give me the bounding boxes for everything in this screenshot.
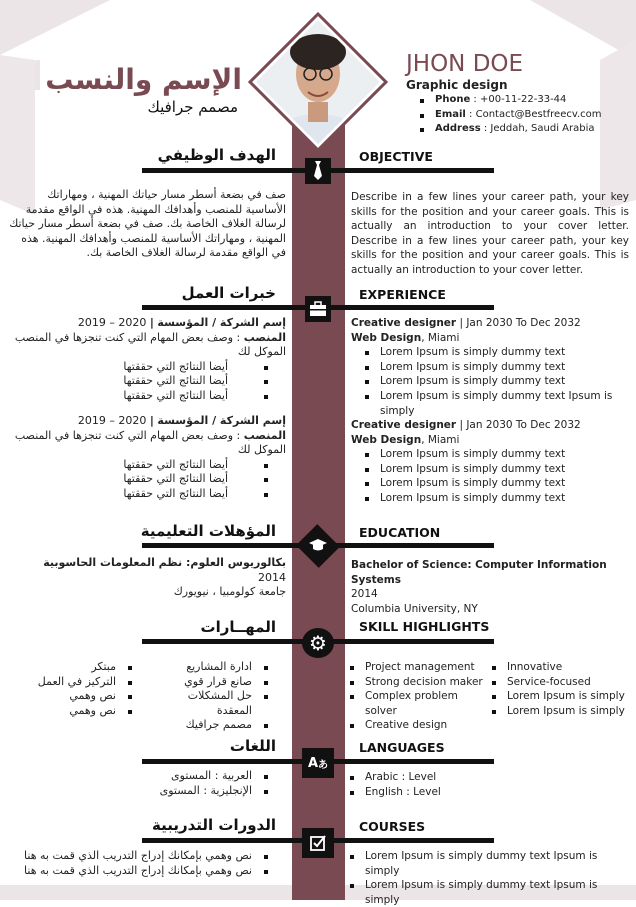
education-title-en: EDUCATION bbox=[359, 525, 441, 540]
course-en-item: Lorem Ipsum is simply dummy text Ipsum is simply bbox=[336, 878, 632, 907]
skills-ar-col1 bbox=[150, 660, 286, 733]
translate-icon: A あ bbox=[302, 748, 334, 778]
exp-ar-bullet: أيضا النتائج التي حققتها bbox=[10, 360, 286, 375]
exp-en-company: Web Design bbox=[351, 433, 422, 446]
contact-phone-value: +00-11-22-33-44 bbox=[479, 94, 567, 105]
exp-ar-bullet: أيضا النتائج التي حققتها bbox=[10, 472, 286, 487]
education-title-ar: المؤهلات التعليمية bbox=[140, 522, 276, 540]
skill-en-item: Creative design bbox=[336, 718, 486, 733]
edu-en-school: Columbia University, NY bbox=[351, 602, 478, 615]
skill-en-item: Strong decision maker bbox=[336, 675, 486, 690]
skills-title-en: SKILL HIGHLIGHTS bbox=[359, 619, 490, 634]
edu-en bbox=[351, 558, 633, 616]
exp-ar-bullet: أيضا النتائج التي حققتها bbox=[10, 374, 286, 389]
exp-en-bullet: Lorem Ipsum is simply dummy text bbox=[351, 447, 633, 462]
contact-phone-label: Phone bbox=[435, 94, 471, 105]
experience-title-ar: خبرات العمل bbox=[181, 284, 276, 302]
courses-title-en: COURSES bbox=[359, 819, 426, 834]
exp-en-bullet: Lorem Ipsum is simply dummy text bbox=[351, 374, 633, 389]
skill-en-item: Service-focused bbox=[478, 675, 628, 690]
exp-ar-bullet: أيضا النتائج التي حققتها bbox=[10, 389, 286, 404]
exp-ar-bullet: أيضا النتائج التي حققتها bbox=[10, 458, 286, 473]
language-ar-item: العربية : المستوى bbox=[10, 769, 286, 784]
edu-ar-year: 2014 bbox=[258, 570, 286, 584]
edu-en-degree: Bachelor of Science: Computer Information Systems bbox=[351, 559, 607, 586]
edu-ar bbox=[10, 556, 286, 600]
skill-ar-item: ادارة المشاريع bbox=[150, 660, 286, 675]
edu-ar-school: جامعة كولومبيا ، نيويورك bbox=[173, 585, 286, 599]
courses-title-ar: الدورات التدريبية bbox=[151, 816, 276, 834]
skill-en-item: Project management bbox=[336, 660, 486, 675]
objective-text-en: Describe in a few lines your career path, your key skills for the position and your career goals. This is actually an introduction to your cover letter. Describe in a few lines your career path, your key skills for the position and your career goals. This is actually an introduction to your cover letter. bbox=[351, 191, 629, 276]
exp-ar-role-label: المنصب bbox=[243, 330, 286, 344]
courses-ar bbox=[10, 849, 286, 878]
course-ar-item: نص وهمي بإمكانك إدراج التدريب الذي قمت به هنا bbox=[10, 849, 286, 864]
contact-list bbox=[406, 93, 631, 137]
checkbox-icon bbox=[302, 828, 334, 858]
skill-en-item: Lorem Ipsum is simply bbox=[478, 689, 628, 704]
exp-ar-role-text: : وصف بعض المهام التي كنت تنجزها في المنصب الموكل لك bbox=[14, 428, 286, 457]
skill-ar-item: حل المشكلات المعقدة bbox=[150, 689, 286, 718]
tie-icon bbox=[305, 158, 331, 184]
exp-ar-company-line: إسم الشركة / المؤسسة | 2020 – 2019 bbox=[77, 316, 286, 329]
exp-ar-role-text: : وصف بعض المهام التي كنت تنجزها في المنصب الموكل لك bbox=[14, 330, 286, 359]
languages-ar bbox=[10, 769, 286, 798]
courses-en bbox=[336, 849, 632, 907]
skill-ar-item: نص وهمي bbox=[10, 704, 150, 719]
exp-en-bullet: Lorem Ipsum is simply dummy text Ipsum is simply bbox=[351, 389, 633, 418]
contact-email-label: Email bbox=[435, 108, 466, 120]
exp-ar-dates: 2020 – 2019 bbox=[77, 414, 147, 427]
exp-ar-item-1 bbox=[10, 316, 286, 404]
exp-ar-company: إسم الشركة / المؤسسة bbox=[157, 316, 286, 329]
exp-en-bullet: Lorem Ipsum is simply dummy text bbox=[351, 476, 633, 491]
skills-en-col1 bbox=[336, 660, 486, 733]
objective-title-en: OBJECTIVE bbox=[359, 149, 433, 164]
contact-address-value: Jeddah, Saudi Arabia bbox=[490, 123, 595, 135]
language-en-item: Arabic : Level bbox=[336, 770, 616, 785]
skill-ar-item: نص وهمي bbox=[10, 689, 150, 704]
exp-ar-role bbox=[10, 429, 286, 458]
exp-en-item-1 bbox=[351, 316, 633, 418]
languages-title-ar: اللغات bbox=[229, 737, 276, 755]
experience-title-en: EXPERIENCE bbox=[359, 287, 446, 302]
briefcase-icon bbox=[305, 296, 331, 322]
languages-title-en: LANGUAGES bbox=[359, 740, 445, 755]
contact-email[interactable]: Email : Contact@Bestfreecv.com bbox=[406, 108, 631, 123]
skill-ar-item: التركيز في العمل bbox=[10, 675, 150, 690]
exp-en-role-line: Creative designer | Jan 2030 To Dec 2032 bbox=[351, 419, 581, 431]
contact-email-value[interactable]: Contact@Bestfreecv.com bbox=[475, 108, 602, 120]
languages-en bbox=[336, 770, 616, 799]
profile-photo bbox=[248, 12, 388, 152]
language-ar-item: الإنجليزية : المستوى bbox=[10, 784, 286, 799]
skills-en-col2 bbox=[478, 660, 628, 718]
objective-title-ar: الهدف الوظيفي bbox=[157, 146, 276, 164]
exp-ar-company-line: إسم الشركة / المؤسسة | 2020 – 2019 bbox=[77, 414, 286, 427]
exp-en-role: Creative designer bbox=[351, 419, 457, 431]
exp-en-role: Creative designer bbox=[351, 317, 457, 329]
course-en-item: Lorem Ipsum is simply dummy text Ipsum is simply bbox=[336, 849, 632, 878]
name-en bbox=[406, 50, 523, 78]
contact-address-label: Address bbox=[435, 123, 481, 135]
objective-text-ar: صف في بضعة أسطر مسار حياتك المهنية ، ومهاراتك الأساسية للمنصب وأهدافك المهنية. هذه في الواقع مقدمة لرسالة الغلاف الخاصة بك. صف في بضعة أسطر مسار حياتك المهنية ، ومهاراتك الأساسية للمنصب وأهدافك المهنية. هذه في الواقع مقدمة لرسالة الغلاف الخاصة بك. bbox=[9, 188, 286, 260]
title-en: Graphic design bbox=[406, 78, 508, 92]
course-ar-item: نص وهمي بإمكانك إدراج التدريب الذي قمت به هنا bbox=[10, 864, 286, 879]
language-en-item: English : Level bbox=[336, 785, 616, 800]
exp-ar-dates: 2020 – 2019 bbox=[77, 316, 147, 329]
skills-title-ar: المهــارات bbox=[200, 618, 276, 636]
profile-photo-frame bbox=[248, 12, 388, 152]
skill-ar-item: مبتكر bbox=[10, 660, 150, 675]
exp-ar-role-label: المنصب bbox=[243, 428, 286, 442]
exp-en-item-2 bbox=[351, 418, 633, 506]
exp-en-company: Web Design bbox=[351, 331, 422, 344]
exp-en-company-line: Web Design, Miami bbox=[351, 433, 460, 446]
name-en-text: JHON DOE bbox=[406, 51, 524, 77]
skill-en-item: Innovative bbox=[478, 660, 628, 675]
name-ar: الإسم والنسب bbox=[45, 63, 242, 96]
exp-en-bullet: Lorem Ipsum is simply dummy text bbox=[351, 360, 633, 375]
exp-ar-company: إسم الشركة / المؤسسة bbox=[157, 414, 286, 427]
exp-en-bullet: Lorem Ipsum is simply dummy text bbox=[351, 491, 633, 506]
exp-ar-role bbox=[10, 331, 286, 360]
title-ar: مصمم جرافيك bbox=[147, 98, 238, 116]
exp-en-location: Miami bbox=[427, 433, 460, 446]
exp-en-company-line: Web Design, Miami bbox=[351, 331, 460, 344]
gear-icon: ⚙ bbox=[302, 628, 334, 658]
exp-en-dates: Jan 2030 To Dec 2032 bbox=[466, 317, 581, 329]
exp-en-location: Miami bbox=[427, 331, 460, 344]
exp-ar-bullet: أيضا النتائج التي حققتها bbox=[10, 487, 286, 502]
skill-en-item: Lorem Ipsum is simply bbox=[478, 704, 628, 719]
exp-en-bullet: Lorem Ipsum is simply dummy text bbox=[351, 462, 633, 477]
contact-phone: Phone : +00-11-22-33-44 bbox=[406, 93, 631, 108]
skill-ar-item: صانع قرار قوي bbox=[150, 675, 286, 690]
skill-en-item: Complex problem solver bbox=[336, 689, 486, 718]
edu-en-year: 2014 bbox=[351, 588, 378, 601]
exp-ar-item-2 bbox=[10, 414, 286, 502]
edu-ar-degree: بكالوريوس العلوم: نظم المعلومات الحاسوبية bbox=[43, 556, 286, 569]
skills-ar-col2 bbox=[10, 660, 150, 718]
exp-en-bullet: Lorem Ipsum is simply dummy text bbox=[351, 345, 633, 360]
exp-en-dates: Jan 2030 To Dec 2032 bbox=[466, 419, 581, 431]
skill-ar-item: مصمم جرافيك bbox=[150, 718, 286, 733]
exp-en-role-line: Creative designer | Jan 2030 To Dec 2032 bbox=[351, 317, 581, 329]
contact-address: Address : Jeddah, Saudi Arabia bbox=[406, 122, 631, 137]
